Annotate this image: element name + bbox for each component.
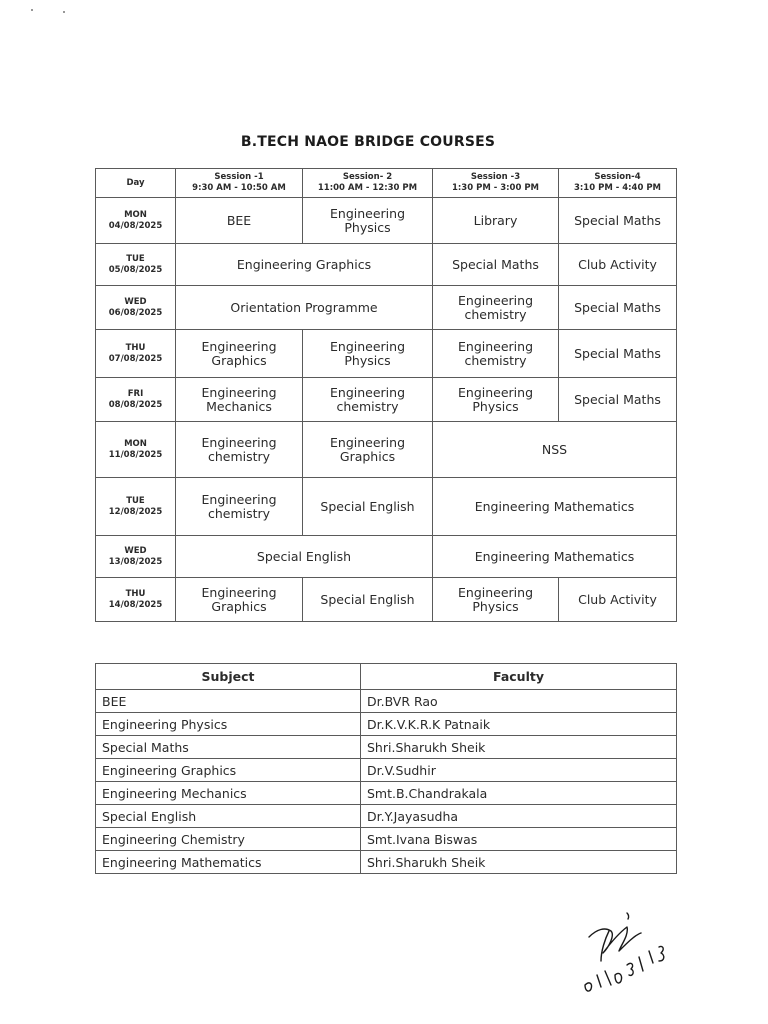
subject-cell: Engineering Mechanics: [96, 782, 361, 805]
session-cell: Club Activity: [559, 578, 677, 622]
subject-cell: BEE: [96, 690, 361, 713]
timetable-row: [96, 536, 677, 578]
faculty-cell: Dr.Y.Jayasudha: [361, 805, 677, 828]
table-row: [96, 828, 677, 851]
timetable-row: [96, 478, 677, 536]
subject-cell: Special Maths: [96, 736, 361, 759]
session-cell: Engineering Mechanics: [176, 378, 303, 422]
session-cell: Special English: [303, 478, 433, 536]
handwritten-signature: [575, 905, 685, 1005]
session-cell: Special Maths: [559, 330, 677, 378]
header-day: Day: [96, 169, 176, 198]
day-cell: THU 07/08/2025: [96, 330, 176, 378]
timetable-row: [96, 244, 677, 286]
session-cell: Special English: [176, 536, 433, 578]
timetable-row: [96, 378, 677, 422]
session-cell: Engineering Mathematics: [433, 478, 677, 536]
session-cell: Special English: [303, 578, 433, 622]
timetable-row: [96, 330, 677, 378]
day-cell: TUE 05/08/2025: [96, 244, 176, 286]
header-subject: Subject: [96, 664, 361, 690]
table-row: [96, 736, 677, 759]
table-row: [96, 690, 677, 713]
session-cell: Special Maths: [559, 198, 677, 244]
faculty-cell: Dr.V.Sudhir: [361, 759, 677, 782]
session-cell: Special Maths: [559, 378, 677, 422]
faculty-cell: Shri.Sharukh Sheik: [361, 736, 677, 759]
session-cell: Engineering Physics: [303, 330, 433, 378]
day-cell: MON 04/08/2025: [96, 198, 176, 244]
session-cell: Engineering chemistry: [433, 330, 559, 378]
day-cell: WED 06/08/2025: [96, 286, 176, 330]
table-row: [96, 805, 677, 828]
faculty-cell: Dr.K.V.K.R.K Patnaik: [361, 713, 677, 736]
faculty-cell: Smt.Ivana Biswas: [361, 828, 677, 851]
table-row: [96, 713, 677, 736]
faculty-cell: Dr.BVR Rao: [361, 690, 677, 713]
session-cell: Engineering chemistry: [303, 378, 433, 422]
timetable-header-row: [96, 169, 677, 198]
session-cell: Library: [433, 198, 559, 244]
faculty-cell: Shri.Sharukh Sheik: [361, 851, 677, 874]
session-cell: Engineering Physics: [433, 378, 559, 422]
timetable: [95, 168, 677, 622]
day-cell: MON 11/08/2025: [96, 422, 176, 478]
session-cell: Engineering Graphics: [303, 422, 433, 478]
table-row: [96, 759, 677, 782]
faculty-cell: Smt.B.Chandrakala: [361, 782, 677, 805]
faculty-header-row: [96, 664, 677, 690]
session-cell: Engineering Graphics: [176, 578, 303, 622]
session-cell: Engineering Graphics: [176, 244, 433, 286]
session-cell: Engineering Physics: [303, 198, 433, 244]
faculty-table: [95, 663, 677, 874]
table-row: [96, 782, 677, 805]
subject-cell: Engineering Chemistry: [96, 828, 361, 851]
session-cell: Engineering chemistry: [176, 422, 303, 478]
header-session-1: Session -1 9:30 AM - 10:50 AM: [176, 169, 303, 198]
day-cell: FRI 08/08/2025: [96, 378, 176, 422]
header-session-2: Session- 2 11:00 AM - 12:30 PM: [303, 169, 433, 198]
session-cell: Club Activity: [559, 244, 677, 286]
scan-speck: [31, 9, 33, 11]
header-session-3: Session -3 1:30 PM - 3:00 PM: [433, 169, 559, 198]
scan-speck: [63, 11, 65, 13]
session-cell: Engineering Mathematics: [433, 536, 677, 578]
signature-date: 01/08/25: [575, 905, 580, 906]
session-cell: Engineering Physics: [433, 578, 559, 622]
session-cell: Special Maths: [559, 286, 677, 330]
subject-cell: Special English: [96, 805, 361, 828]
table-row: [96, 851, 677, 874]
session-cell: Orientation Programme: [176, 286, 433, 330]
day-cell: WED 13/08/2025: [96, 536, 176, 578]
session-cell: Special Maths: [433, 244, 559, 286]
subject-cell: Engineering Physics: [96, 713, 361, 736]
timetable-row: [96, 286, 677, 330]
session-cell: Engineering chemistry: [433, 286, 559, 330]
session-cell: Engineering chemistry: [176, 478, 303, 536]
header-faculty: Faculty: [361, 664, 677, 690]
day-cell: THU 14/08/2025: [96, 578, 176, 622]
page-title: B.TECH NAOE BRIDGE COURSES: [240, 134, 496, 150]
session-cell: BEE: [176, 198, 303, 244]
day-cell: TUE 12/08/2025: [96, 478, 176, 536]
timetable-row: [96, 422, 677, 478]
session-cell: NSS: [433, 422, 677, 478]
timetable-row: [96, 578, 677, 622]
subject-cell: Engineering Graphics: [96, 759, 361, 782]
header-session-4: Session-4 3:10 PM - 4:40 PM: [559, 169, 677, 198]
session-cell: Engineering Graphics: [176, 330, 303, 378]
subject-cell: Engineering Mathematics: [96, 851, 361, 874]
timetable-row: [96, 198, 677, 244]
